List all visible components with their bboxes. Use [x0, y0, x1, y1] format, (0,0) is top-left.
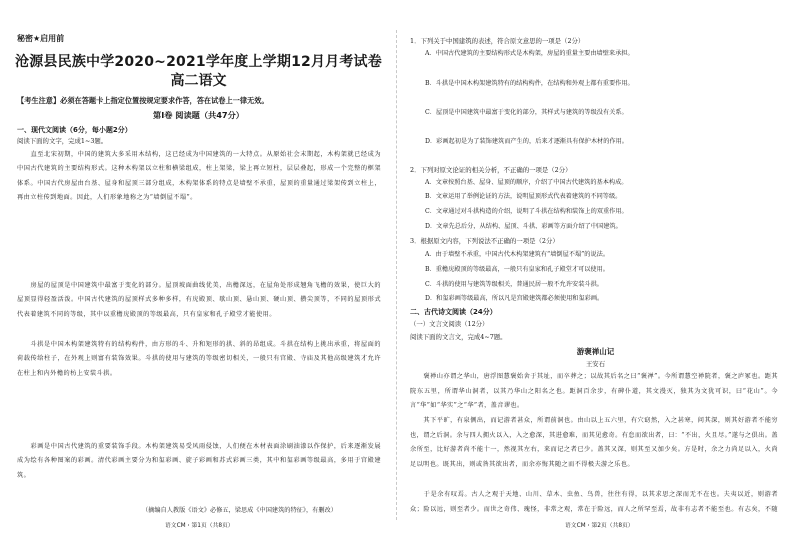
q2-option-c: C．文章通过对斗拱构造的介绍，说明了斗拱在结构和装饰上的双重作用。 — [425, 208, 628, 215]
passage-paragraph-3: 斗拱是中国木构架建筑特有的结构构件，由方形的斗、升和矩形的拱、斜的昂组成。斗拱在结构上挑出承重，将屋面的荷载传给柱子，在外观上则富有装饰效果。斗拱的使用与建筑的等级密切相关，一般只有宫殿、寺庙及其他高级建筑才允许在柱上和内外檐的枋上安装斗拱。 — [17, 341, 381, 377]
classical-author: 王安石 — [585, 360, 606, 368]
q1-option-a: A．中国古代建筑的主要结构形式是木构架，房屋的重量主要由墙壁来承担。 — [425, 50, 634, 57]
q1-option-b: B．斗拱是中国木构架建筑特有的结构构件，在结构和外观上都有重要作用。 — [425, 80, 634, 87]
subsection-heading: （一）文言文阅读（12分） — [410, 320, 489, 328]
page-footer-left: 语文CM・第1页（共8页） — [165, 523, 234, 529]
passage-paragraph-1: 直至北宋初期，中国的建筑大多采用木结构，这已经成为中国建筑的一大特点。从原始社会末期起，木构架就已经成为中国古代建筑的主要结构形式。这种木构架以立柱和横梁组成，柱上架梁，梁上再立短柱，层层叠起，形成一个完整的框架体系。中国古代房屋由台基、屋身和屋顶三部分组成，木构架体系的特点是墙壁不承重，屋顶的重量通过梁架传到立柱上，再由立柱传到地面。因此，人们形象地称之为“墙倒屋不塌”。 — [17, 151, 381, 202]
question-3: 3．根据原文内容，下列说法不正确的一项是（2分） — [410, 237, 559, 245]
page-footer-right: 语文CM・第2页（共8页） — [565, 523, 634, 529]
q1-option-d: D．彩画起初是为了装饰建筑而产生的，后来才逐渐具有保护木材的作用。 — [425, 138, 628, 145]
exam-subject: 高二语文 — [170, 73, 227, 89]
q3-option-d: D．和玺彩画等级最高，所以凡是宫殿建筑都必须使用和玺彩画。 — [425, 295, 604, 302]
q2-option-a: A．文章按照台基、屋身、屋顶的顺序，介绍了中国古代建筑的基本构成。 — [425, 179, 628, 186]
q3-option-c: C．斗拱的使用与建筑等级相关，普通民居一般不允许安装斗拱。 — [425, 281, 603, 288]
exam-notice: 【考生注意】必须在答题卡上指定位置按规定要求作答，答在试卷上一律无效。 — [17, 96, 269, 105]
reading-instruction: 阅读下面的文字，完成1~3题。 — [17, 137, 108, 145]
classical-paragraph-1: 褒禅山亦谓之华山，唐浮图慧褒始舍于其址，而卒葬之；以故其后名之曰“褒禅”。今所谓慧空禅院者，褒之庐冢也。距其院东五里，所谓华山洞者，以其乃华山之阳名之也。距洞百余步，有碑仆道，其文漫灭，独其为文犹可识，曰“花山”。今言“华”如“华实”之“华”者，盖音谬也。 — [410, 373, 778, 410]
passage-paragraph-2: 房屋的屋顶是中国建筑中最富于变化的部分。屋顶坡面曲线优美，出檐深远，在屋角处形成翘角飞檐的效果，使巨大的屋顶显得轻盈活泼。中国古代建筑的屋顶样式多种多样，有庑殿顶、歇山顶、悬山顶、硬山顶、攒尖顶等，不同的屋顶形式代表着建筑不同的等级，其中以重檐庑殿顶的等级最高，只有皇家和孔子殿堂才能使用。 — [17, 282, 381, 318]
question-1: 1．下列关于中国建筑的表述，符合原文意思的一项是（2分） — [410, 37, 585, 45]
q3-option-a: A．由于墙壁不承重，中国古代木构架建筑有“墙倒屋不塌”的说法。 — [425, 251, 610, 258]
section-heading-1: 一、现代文阅读（6分，每小题2分） — [17, 126, 132, 134]
q2-option-d: D．文章先总后分，从结构、屋顶、斗拱、彩画等方面介绍了中国建筑。 — [425, 223, 622, 230]
q3-option-b: B．重檐庑殿顶的等级最高，一般只有皇家和孔子殿堂才可以使用。 — [425, 266, 609, 273]
question-2: 2．下列对原文论证的相关分析，不正确的一项是（2分） — [410, 166, 572, 174]
part-title: 第Ⅰ卷 阅读题（共47分） — [153, 110, 244, 120]
classical-instruction: 阅读下面的文言文，完成4~7题。 — [410, 333, 507, 341]
secret-label: 秘密★启用前 — [17, 34, 65, 43]
q2-option-b: B．文章运用了举例论证的方法，说明屋顶形式代表着建筑的不同等级。 — [425, 193, 622, 200]
classical-title: 游褒禅山记 — [576, 347, 615, 356]
passage-paragraph-4: 彩画是中国古代建筑的重要装饰手段。木构架建筑易受风雨侵蚀，人们便在木材表面涂刷油漆以作保护，后来逐渐发展成为绘有各种图案的彩画。清代彩画主要分为和玺彩画、旋子彩画和苏式彩画三类，其中和玺彩画等级最高，多用于宫殿建筑。 — [17, 443, 381, 479]
classical-paragraph-2: 其下平旷，有泉侧出，而记游者甚众，所谓前洞也。由山以上五六里，有穴窈然，入之甚寒，问其深，则其好游者不能穷也，谓之后洞。余与四人拥火以入，入之愈深，其进愈难，而其见愈奇。有怠而欲出者，曰：“不出，火且尽。”遂与之俱出。盖余所至，比好游者尚不能十一，然视其左右，来而记之者已少。盖其又深，则其至又加少矣。方是时，余之力尚足以入，火尚足以明也。既其出，则或咎其欲出者，而余亦悔其随之而不得极夫游之乐也。 — [410, 417, 778, 468]
passage-source: （摘编自人教版《语文》必修五，梁思成《中国建筑的特征》，有删改） — [142, 507, 337, 514]
section-heading-2: 二、古代诗文阅读（24分） — [410, 308, 497, 316]
classical-paragraph-3: 于是余有叹焉。古人之观于天地、山川、草木、虫鱼、鸟兽，往往有得，以其求思之深而无不在也。夫夷以近，则游者众；险以远，则至者少。而世之奇伟、瑰怪，非常之观，常在于险远，而人之所罕至焉，故非有志者不能至也。有志矣，不随 — [410, 491, 778, 513]
q1-option-c: C．屋顶是中国建筑中最富于变化的部分，其样式与建筑的等级没有关系。 — [425, 109, 628, 116]
exam-title: 沧源县民族中学2020~2021学年度上学期12月月考试卷 — [15, 54, 382, 70]
